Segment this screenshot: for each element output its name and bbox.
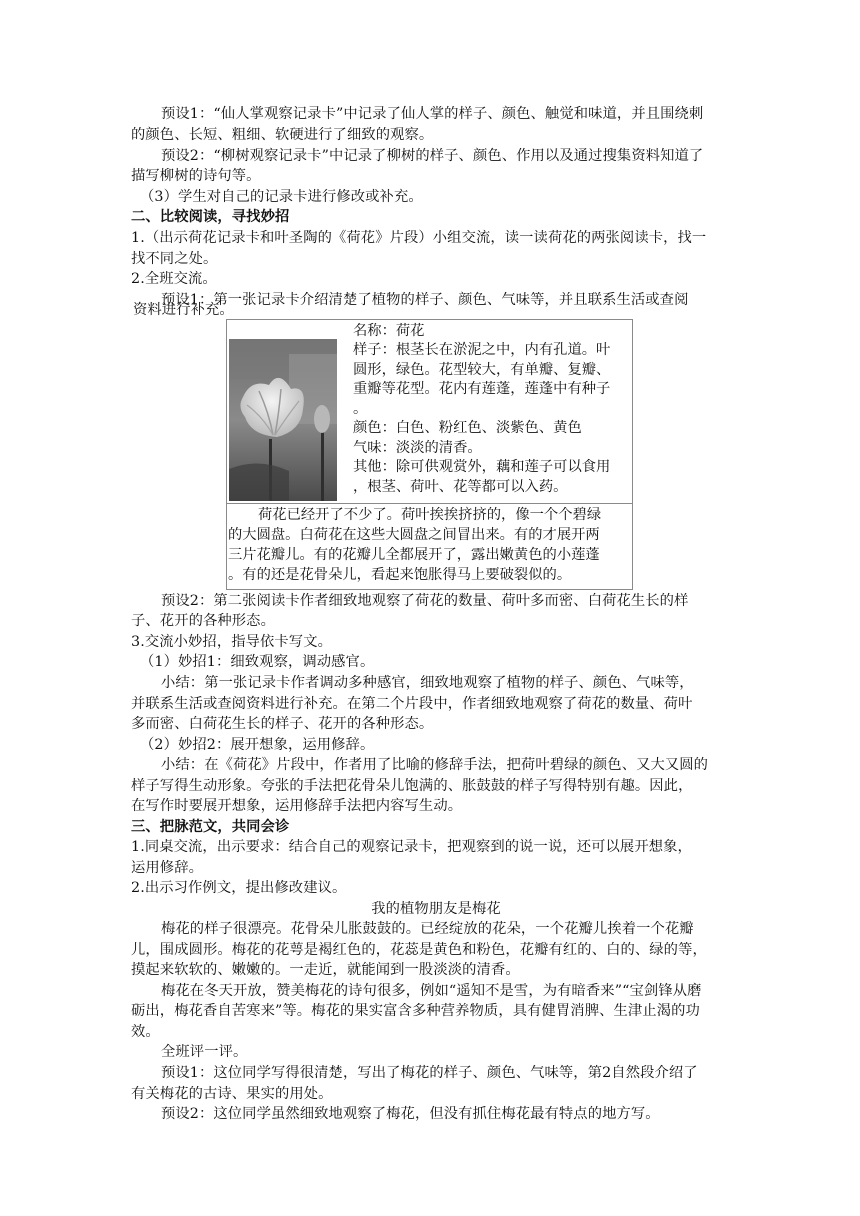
text-line: 3.交流小妙招，指导依卡写文。 <box>131 634 332 650</box>
card-info-line: 重瓣等花型。花内有莲蓬，莲蓬中有种子 <box>353 381 611 397</box>
card-info-section <box>227 320 632 504</box>
lotus-photo-icon <box>229 339 337 501</box>
text-line: 并联系生活或查阅资料进行补充。在第二个片段中，作者细致地观察了荷花的数量、荷叶 <box>131 696 693 712</box>
text-line: 2.出示习作例文，提出修改建议。 <box>131 880 347 896</box>
text-line: 梅花的样子很漂亮。花骨朵儿胀鼓鼓的。已经绽放的花朵，一个花瓣儿挨着一个花瓣 <box>161 921 694 937</box>
text-line: 儿，围成圆形。梅花的花萼是褐红色的，花蕊是黄色和粉色，花瓣有红的、白的、绿的等， <box>131 942 707 958</box>
excerpt-line: 荷花已经开了不少了。荷叶挨挨挤挤的，像一个个碧绿 <box>258 507 602 523</box>
card-info-line: ，根茎、荷叶、花等都可以入药。 <box>353 479 568 495</box>
text-line: 2.全班交流。 <box>131 271 217 287</box>
text-line: 的颜色、长短、粗细、软硬进行了细致的观察。 <box>131 127 434 143</box>
section-heading: 三、把脉范文，共同会诊 <box>131 819 290 835</box>
text-line: 多而密、白荷花生长的样子、花开的各种形态。 <box>131 716 434 732</box>
essay-title: 我的植物朋友是梅花 <box>371 901 501 917</box>
card-info-line: 颜色：白色、粉红色、淡紫色、黄色 <box>353 420 582 436</box>
text-line: 效。 <box>131 1024 160 1040</box>
lotus-record-card <box>226 319 633 590</box>
text-line: （1）妙招1：细致观察，调动感官。 <box>140 654 375 670</box>
text-line: 预设2：第二张阅读卡作者细致地观察了荷花的数量、荷叶多而密、白荷花生长的样 <box>161 593 689 609</box>
card-excerpt-section <box>227 504 632 590</box>
text-line: 预设2：“柳树观察记录卡”中记录了柳树的样子、颜色、作用以及通过搜集资料知道了 <box>161 148 704 164</box>
text-line: 1.同桌交流，出示要求：结合自己的观察记录卡，把观察到的说一说，还可以展开想象， <box>131 839 692 855</box>
excerpt-line: 的大圆盘。白荷花在这些大圆盘之间冒出来。有的才展开两 <box>228 527 600 543</box>
card-info-line: 圆形，绿色。花型较大，有单瓣、复瓣、 <box>353 362 611 378</box>
text-line: 描写柳树的诗句等。 <box>131 168 261 184</box>
text-line: 全班评一评。 <box>161 1044 248 1060</box>
text-line: 砺出，梅花香自苦寒来”等。梅花的果实富含多种营养物质，具有健胃消脾、生津止渴的功 <box>131 1003 700 1019</box>
card-info-line: 其他：除可供观赏外，藕和莲子可以食用 <box>353 459 611 475</box>
text-line: 找不同之处。 <box>131 251 218 267</box>
text-line: 运用修辞。 <box>131 860 203 876</box>
text-line: 有关梅花的古诗、果实的用处。 <box>131 1086 333 1102</box>
section-heading: 二、比较阅读，寻找妙招 <box>131 209 290 225</box>
text-line: 样子写得生动形象。夸张的手法把花骨朵儿饱满的、胀鼓鼓的样子写得特别有趣。因此， <box>131 778 693 794</box>
text-line: （2）妙招2：展开想象，运用修辞。 <box>140 737 375 753</box>
excerpt-line: 。有的还是花骨朵儿，看起来饱胀得马上要破裂似的。 <box>228 567 572 583</box>
text-line: 梅花在冬天开放，赞美梅花的诗句很多，例如“遥知不是雪，为有暗香来”“宝剑锋从磨 <box>161 983 702 999</box>
card-info-line: 样子：根茎长在淤泥之中，内有孔道。叶 <box>353 342 611 358</box>
text-line: 预设1：“仙人掌观察记录卡”中记录了仙人掌的样子、颜色、触觉和味道，并且围绕刺 <box>161 106 704 122</box>
text-line: 1.（出示荷花记录卡和叶圣陶的《荷花》片段）小组交流，读一读荷花的两张阅读卡，找一 <box>131 230 707 246</box>
text-line: 资料进行补充。 <box>133 302 234 318</box>
text-line: 预设1：第一张记录卡介绍清楚了植物的样子、颜色、气味等，并且联系生活或查阅 <box>161 292 689 308</box>
text-line: 预设1：这位同学写得很清楚，写出了梅花的样子、颜色、气味等，第2自然段介绍了 <box>161 1065 698 1081</box>
card-info-line: 名称：荷花 <box>353 323 425 339</box>
excerpt-line: 三片花瓣儿。有的花瓣儿全都展开了，露出嫩黄色的小莲蓬 <box>228 547 600 563</box>
card-info-line: 气味：淡淡的清香。 <box>353 440 482 456</box>
card-info-line: 。 <box>353 401 368 417</box>
text-line: 预设2：这位同学虽然细致地观察了梅花，但没有抓住梅花最有特点的地方写。 <box>161 1106 660 1122</box>
text-line: 小结：第一张记录卡作者调动多种感官，细致地观察了植物的样子、颜色、气味等， <box>161 675 694 691</box>
text-line: 子、花开的各种形态。 <box>131 613 275 629</box>
text-line: 小结：在《荷花》片段中，作者用了比喻的修辞手法，把荷叶碧绿的颜色、又大又圆的 <box>161 757 709 773</box>
text-line: 摸起来软软的、嫩嫩的。一走近，就能闻到一股淡淡的清香。 <box>131 962 520 978</box>
text-line: （3）学生对自己的记录卡进行修改或补充。 <box>140 189 423 205</box>
text-line: 在写作时要展开想象，运用修辞手法把内容写生动。 <box>131 798 463 814</box>
